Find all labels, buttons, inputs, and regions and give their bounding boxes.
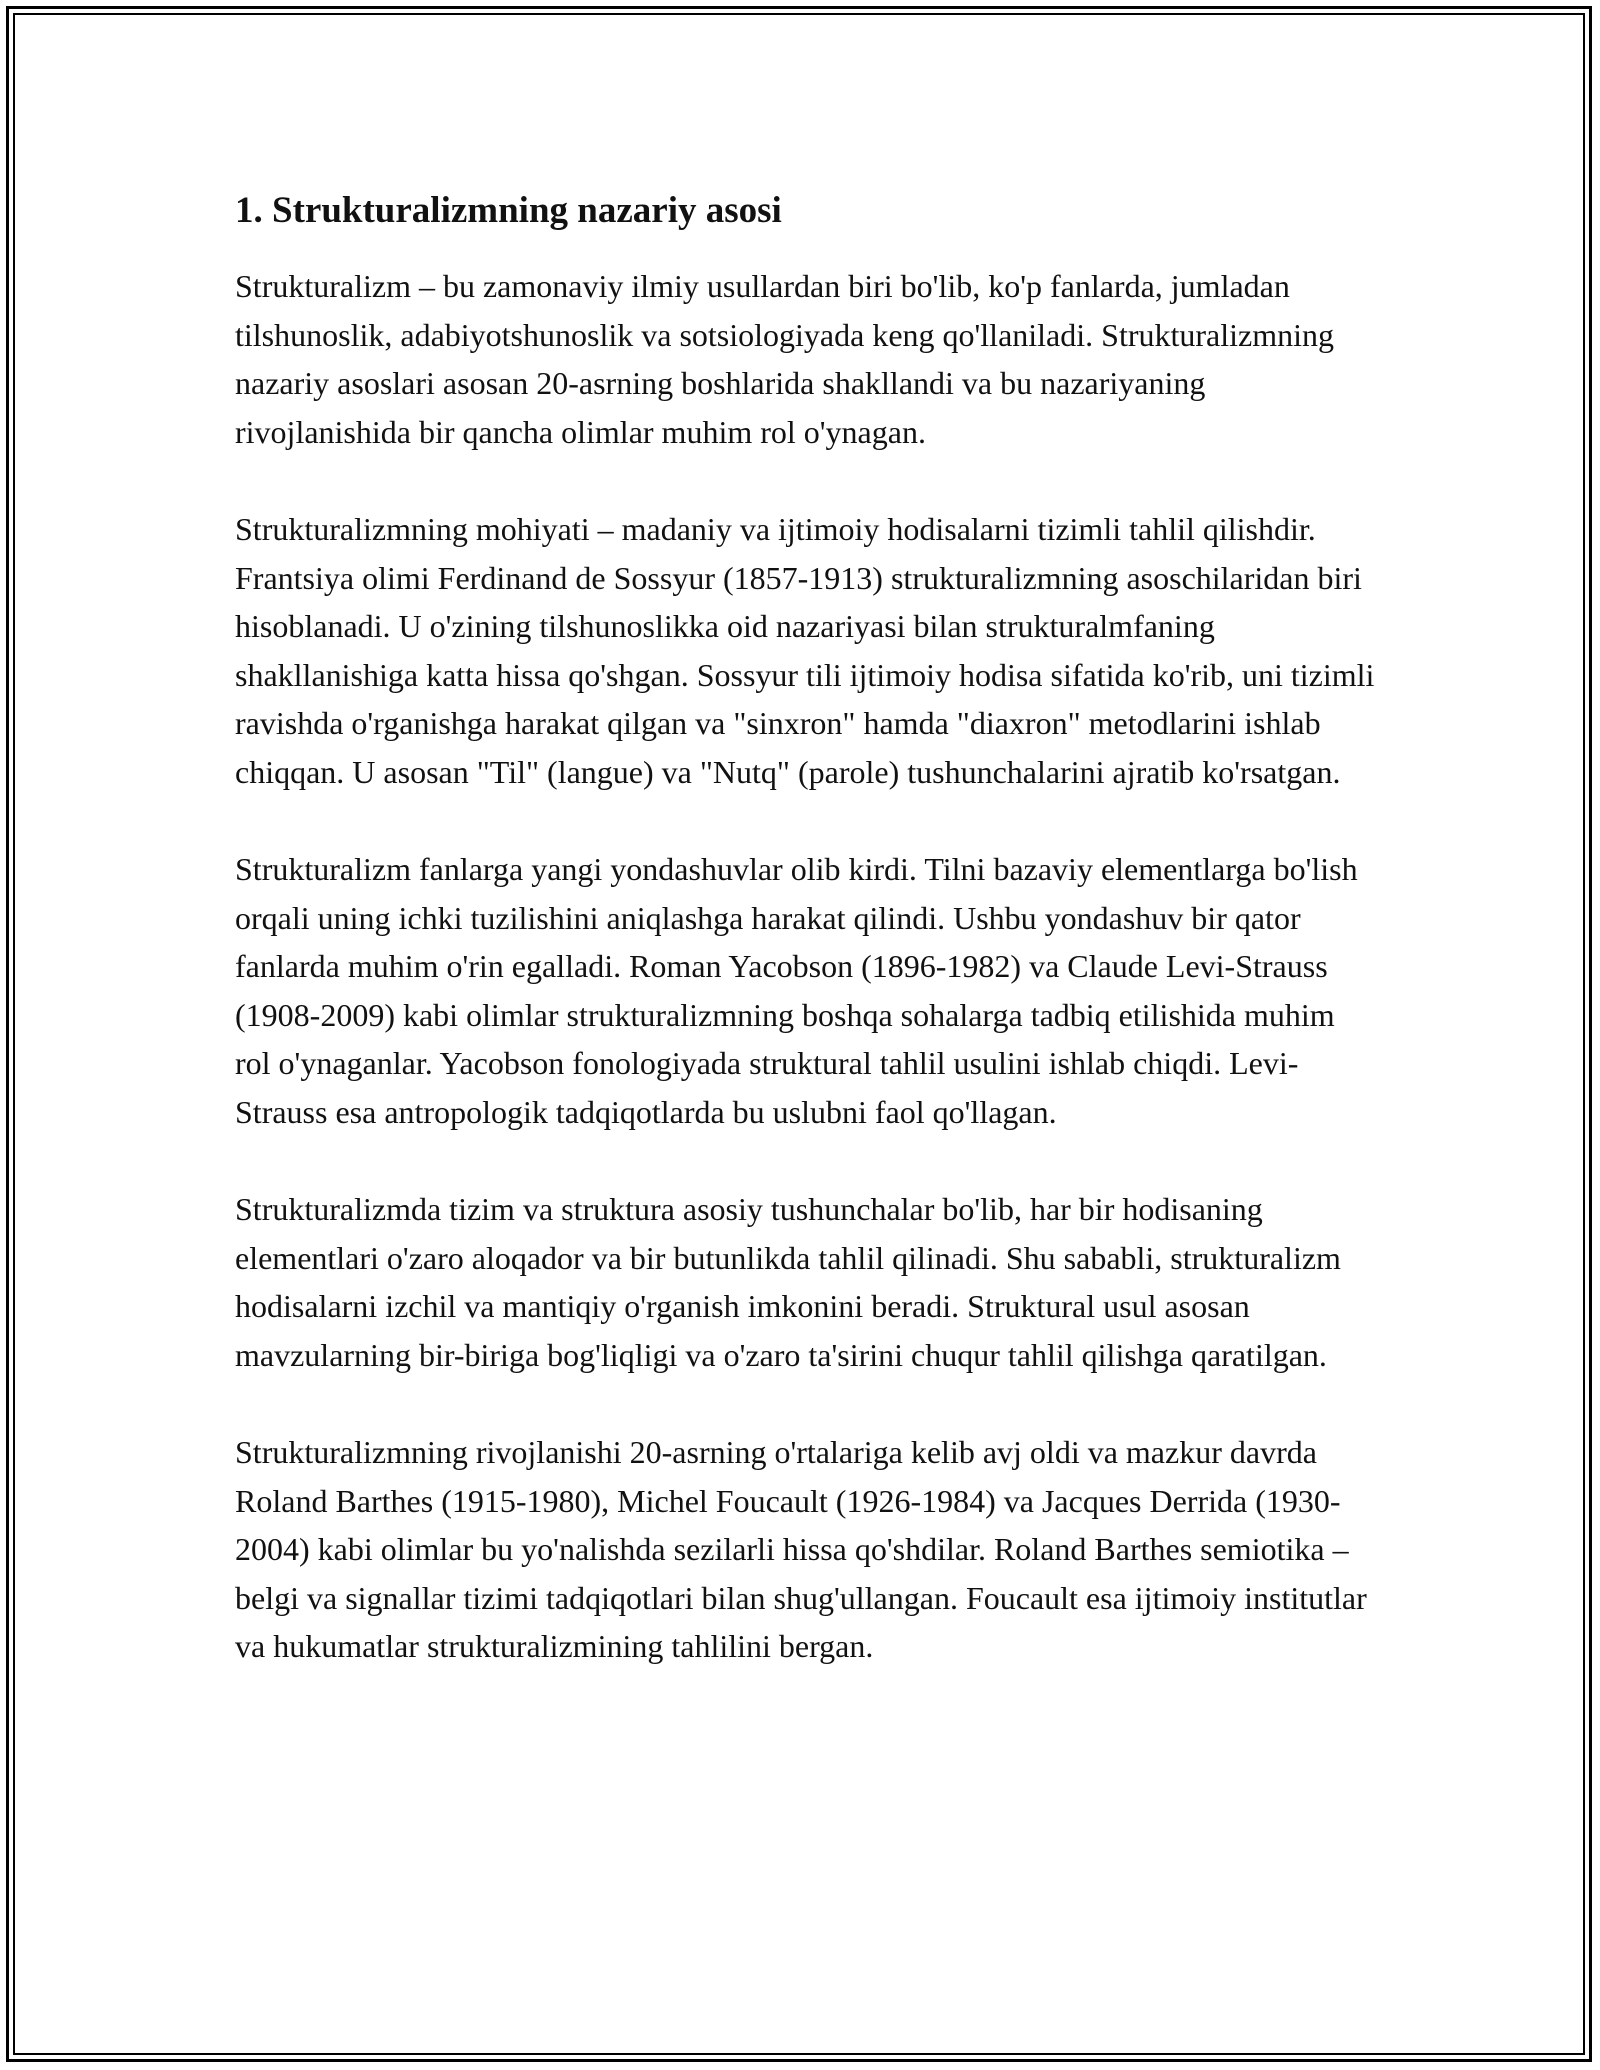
document-body (235, 186, 1375, 1720)
paragraph-3: Strukturalizm fanlarga yangi yondashuvlar olib kirdi. Tilni bazaviy elementlarga bo'lish orqali uning ichki tuzilishini aniqlashga harakat qilindi. Ushbu yondashuv bir qator fanlarda muhim o'rin egalladi. Roman Yacobson (1896-1982) va Claude Levi-Strauss (1908-2009) kabi olimlar strukturalizmning boshqa sohalarga tadbiq etilishida muhim rol o'ynaganlar. Yacobson fonologiyada struktural tahlil usulini ishlab chiqdi. Levi-Strauss esa antropologik tadqiqotlarda bu uslubni faol qo'llagan. (235, 851, 1358, 1130)
section-heading: 1. Strukturalizmning nazariy asosi (235, 190, 782, 231)
paragraph-5: Strukturalizmning rivojlanishi 20-asrning o'rtalariga kelib avj oldi va mazkur davrda Roland Barthes (1915-1980), Michel Foucault (1926-1984) va Jacques Derrida (1930-2004) kabi olimlar bu yo'nalishda sezilarli hissa qo'shdilar. Roland Barthes semiotika – belgi va signallar tizimi tadqiqotlari bilan shug'ullangan. Foucault esa ijtimoiy institutlar va hukumatlar strukturalizmining tahlilini bergan. (235, 1434, 1367, 1664)
paragraph-1: Strukturalizm – bu zamonaviy ilmiy usullardan biri bo'lib, ko'p fanlarda, jumladan tilshunoslik, adabiyotshunoslik va sotsiologiyada keng qo'llaniladi. Strukturalizmning nazariy asoslari asosan 20-asrning boshlarida shakllandi va bu nazariyaning rivojlanishida bir qancha olimlar muhim rol o'ynagan. (235, 268, 1334, 450)
paragraph-2: Strukturalizmning mohiyati – madaniy va ijtimoiy hodisalarni tizimli tahlil qilishdir. Frantsiya olimi Ferdinand de Sossyur (1857-1913) strukturalizmning asoschilaridan biri hisoblanadi. U o'zining tilshunoslikka oid nazariyasi bilan strukturalmfaning shakllanishiga katta hissa qo'shgan. Sossyur tili ijtimoiy hodisa sifatida ko'rib, uni tizimli ravishda o'rganishga harakat qilgan va "sinxron" hamda "diaxron" metodlarini ishlab chiqqan. U asosan "Til" (langue) va "Nutq" (parole) tushunchalarini ajratib ko'rsatgan. (235, 511, 1375, 790)
paragraph-4: Strukturalizmda tizim va struktura asosiy tushunchalar bo'lib, har bir hodisaning elementlari o'zaro aloqador va bir butunlikda tahlil qilinadi. Shu sababli, strukturalizm hodisalarni izchil va mantiqiy o'rganish imkonini beradi. Struktural usul asosan mavzularning bir-biriga bog'liqligi va o'zaro ta'sirini chuqur tahlil qilishga qaratilgan. (235, 1191, 1341, 1373)
